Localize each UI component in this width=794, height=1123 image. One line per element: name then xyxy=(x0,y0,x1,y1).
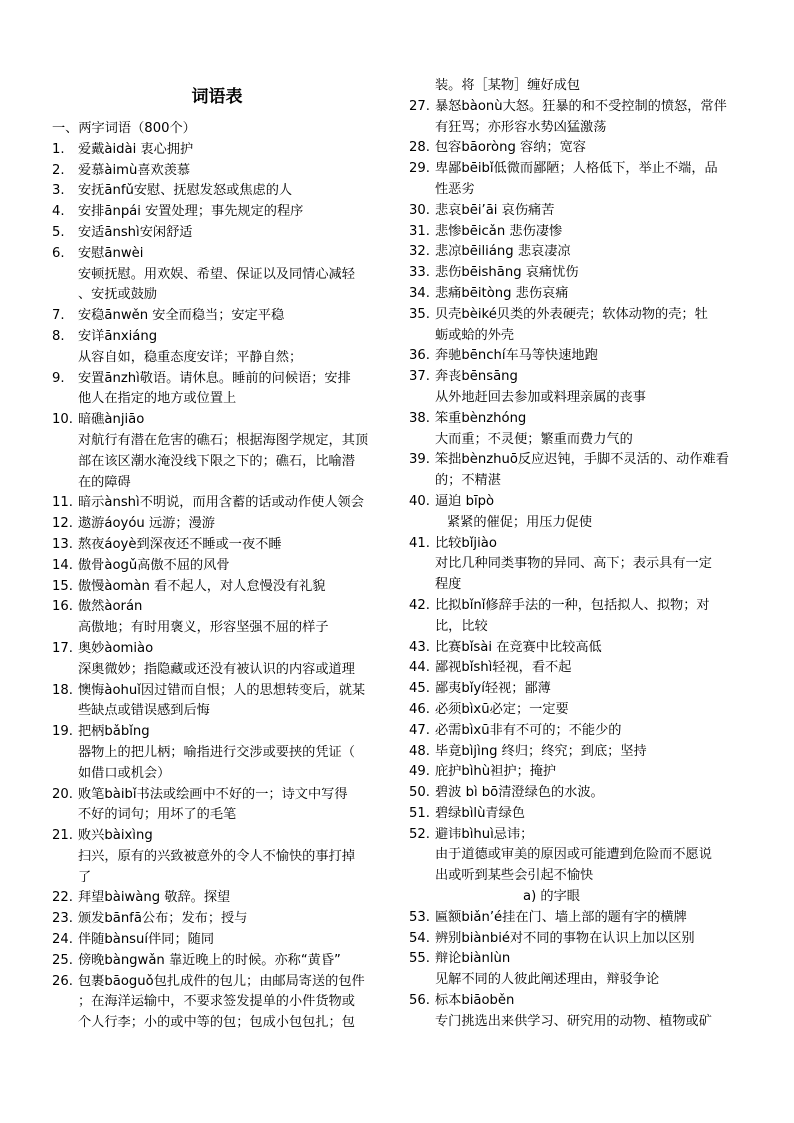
entry-number: 30. xyxy=(409,202,430,218)
entry-definition: 的；不精湛 xyxy=(435,473,501,489)
entry-number: 4. xyxy=(52,204,65,220)
entry-number: 24. xyxy=(52,932,73,948)
entry-number: 35. xyxy=(409,306,430,322)
entry-number: 16. xyxy=(52,599,73,615)
entry-headword: 暴怒bàonù大怒。狂暴的和不受控制的愤怒，常伴 xyxy=(435,98,727,114)
vocab-entry xyxy=(52,597,382,639)
vocab-entry xyxy=(52,493,382,514)
entry-headword: 比赛bǐsài 在竞赛中比较高低 xyxy=(435,639,602,655)
vocab-entry xyxy=(52,327,382,369)
entry-headword: 悲伤bēishāng 哀痛忧伤 xyxy=(435,265,579,281)
entry-number: 36. xyxy=(409,348,430,364)
vocab-entry xyxy=(409,409,744,451)
entry-definition: 专门挑选出来供学习、研究用的动物、植物或矿 xyxy=(435,1013,712,1029)
entry-number: 44. xyxy=(409,660,430,676)
vocab-entry xyxy=(52,930,382,951)
entry-headword: 安稳ānwěn 安全而稳当；安定平稳 xyxy=(78,308,285,324)
vocab-entry xyxy=(409,97,744,139)
entry-number: 15. xyxy=(52,578,73,594)
entry-definition: 高傲地；有时用褒义，形容坚强不屈的样子 xyxy=(78,620,329,636)
entry-number: 8. xyxy=(52,328,65,344)
entry-definition: 有狂骂；亦形容水势凶猛激荡 xyxy=(435,119,607,135)
vocab-entry xyxy=(409,783,744,804)
vocab-entry xyxy=(409,804,744,825)
vocab-entry xyxy=(52,181,382,202)
entry-headword: 奔驰bēnchí车马等快速地跑 xyxy=(435,348,598,364)
entry-definition: 蛎或蛤的外壳 xyxy=(435,327,515,343)
entry-definition: 性恶劣 xyxy=(435,181,475,197)
vocab-entry xyxy=(52,972,382,1034)
entry-headword: 悲惨bēicǎn 悲伤凄惨 xyxy=(435,223,563,239)
vocab-entry xyxy=(52,202,382,223)
entry-number: 29. xyxy=(409,161,430,177)
vocab-entry xyxy=(409,742,744,763)
entry-number: 11. xyxy=(52,495,73,511)
entry-definition: 比，比较 xyxy=(435,618,488,634)
entry-definition: 部在该区潮水淹没线下限之下的；礁石，比喻潜 xyxy=(78,453,355,469)
entry-headword: 懊悔àohuǐ因过错而自恨；人的思想转变后，就某 xyxy=(78,682,366,698)
entry-definition: 程度 xyxy=(435,577,462,593)
entry-definition: 见解不同的人彼此阐述理由，辩驳争论 xyxy=(435,972,660,988)
vocab-entry xyxy=(52,577,382,598)
vocab-entry xyxy=(52,888,382,909)
vocab-entry xyxy=(52,223,382,244)
entry-number: 20. xyxy=(52,786,73,802)
entry-definition: 他人在指定的地方或位置上 xyxy=(78,391,237,407)
entry-headword: 卑鄙bēibǐ低微而鄙陋；人格低下，举止不端，品 xyxy=(435,161,718,177)
entry-definition: 从外地赶回去参加或料理亲属的丧事 xyxy=(435,389,646,405)
entry-definition: 大而重；不灵便；繁重而费力气的 xyxy=(435,431,633,447)
vocab-entry xyxy=(52,722,382,784)
entry-headword: 必须bìxū必定；一定要 xyxy=(435,701,569,717)
vocab-entry xyxy=(409,222,744,243)
vocab-entry xyxy=(52,909,382,930)
vocab-entry xyxy=(52,244,382,306)
entry-headword: 伴随bànsuí伴同；随同 xyxy=(78,932,215,948)
entry-number: 10. xyxy=(52,412,73,428)
vocab-entry xyxy=(409,492,744,534)
entry-list-right xyxy=(409,97,744,1033)
vocab-entry xyxy=(52,161,382,182)
vocab-entry xyxy=(52,535,382,556)
entry-number: 55. xyxy=(409,951,430,967)
entry-headword: 颁发bānfā公布；发布；授与 xyxy=(78,911,248,927)
entry-number: 39. xyxy=(409,452,430,468)
entry-definition: 安顿抚慰。用欢娱、希望、保证以及同情心减轻 xyxy=(78,266,355,282)
vocab-entry xyxy=(409,346,744,367)
entry-definition: 由于道德或审美的原因或可能遭到危险而不愿说 xyxy=(435,847,712,863)
entry-number: 54. xyxy=(409,930,430,946)
entry-number: 52. xyxy=(409,826,430,842)
entry-headword: 包裹bāoguǒ包扎成件的包儿；由邮局寄送的包件 xyxy=(78,973,365,989)
continued-entry-text xyxy=(409,76,744,97)
entry-headword: 包容bāoròng 容纳；宽容 xyxy=(435,140,586,156)
entry-list-left xyxy=(52,140,382,1034)
vocab-entry xyxy=(52,514,382,535)
vocab-entry xyxy=(409,534,744,596)
entry-number: 12. xyxy=(52,516,73,532)
entry-number: 18. xyxy=(52,682,73,698)
entry-definition: 个人行李；小的或中等的包；包成小包包扎；包 xyxy=(78,1015,355,1031)
entry-definition: a) 的字眼 xyxy=(523,889,580,905)
vocab-entry xyxy=(409,138,744,159)
entry-number: 50. xyxy=(409,785,430,801)
entry-headword: 熬夜áoyè到深夜还不睡或一夜不睡 xyxy=(78,536,282,552)
entry-number: 5. xyxy=(52,224,65,240)
entry-headword: 碧波 bì bō清澄绿色的水波。 xyxy=(435,785,604,801)
entry-headword: 比拟bǐnǐ修辞手法的一种，包括拟人、拟物；对 xyxy=(435,597,710,613)
entry-number: 14. xyxy=(52,557,73,573)
entry-definition: 些缺点或错误感到后悔 xyxy=(78,703,210,719)
entry-number: 13. xyxy=(52,536,73,552)
entry-headword: 毕竟bìjìng 终归；终究；到底；坚持 xyxy=(435,743,647,759)
entry-definition: 对航行有潜在危害的礁石；根据海图学规定，其顶 xyxy=(78,432,369,448)
entry-number: 23. xyxy=(52,911,73,927)
entry-number: 17. xyxy=(52,640,73,656)
entry-headword: 傲慢àomàn 看不起人，对人怠慢没有礼貌 xyxy=(78,578,326,594)
entry-headword: 暗示ànshì不明说，而用含蓄的话或动作使人领会 xyxy=(78,495,364,511)
left-column xyxy=(52,76,382,1034)
entry-headword: 安抚ānfǔ安慰、抚慰发怒或焦虑的人 xyxy=(78,183,293,199)
entry-definition: 深奥微妙；指隐藏或还没有被认识的内容或道理 xyxy=(78,661,355,677)
entry-headword: 败笔bàibǐ书法或绘画中不好的一；诗文中写得 xyxy=(78,786,348,802)
entry-headword: 爱戴àidài 衷心拥护 xyxy=(78,141,194,157)
vocab-entry xyxy=(409,305,744,347)
entry-headword: 把柄bǎbǐng xyxy=(78,724,150,740)
page-title: 词语表 xyxy=(191,87,243,107)
entry-number: 6. xyxy=(52,245,65,261)
entry-headword: 安排ānpái 安置处理；事先规定的程序 xyxy=(78,204,304,220)
vocab-entry xyxy=(409,596,744,638)
vocab-entry xyxy=(52,410,382,493)
right-column xyxy=(409,76,744,1033)
entry-headword: 安适ānshì安闲舒适 xyxy=(78,224,193,240)
vocab-entry xyxy=(409,201,744,222)
entry-number: 31. xyxy=(409,223,430,239)
entry-headword: 安置ānzhì敬语。请休息。睡前的问候语；安排 xyxy=(78,370,351,386)
entry-number: 45. xyxy=(409,681,430,697)
entry-number: 34. xyxy=(409,285,430,301)
entry-headword: 笨重bènzhóng xyxy=(435,410,527,426)
entry-number: 7. xyxy=(52,308,65,324)
vocab-entry xyxy=(409,825,744,908)
entry-headword: 傲然àorán xyxy=(78,599,143,615)
entry-definition: 装。将［某物］缠好成包 xyxy=(435,78,581,93)
entry-headword: 安慰ānwèi xyxy=(78,245,144,261)
entry-number: 1. xyxy=(52,141,65,157)
vocab-entry xyxy=(409,658,744,679)
entry-headword: 鄙夷bǐyí轻视；鄙薄 xyxy=(435,681,551,697)
vocab-entry xyxy=(409,908,744,929)
entry-headword: 逼迫 bīpò xyxy=(435,493,495,509)
entry-headword: 鄙视bǐshì轻视，看不起 xyxy=(435,660,572,676)
entry-number: 25. xyxy=(52,952,73,968)
entry-number: 38. xyxy=(409,410,430,426)
vocab-entry xyxy=(409,679,744,700)
entry-number: 27. xyxy=(409,98,430,114)
vocab-entry xyxy=(409,450,744,492)
section-heading: 一、两字词语（800个） xyxy=(52,121,196,136)
entry-definition: ；在海洋运输中，不要求签发提单的小件货物或 xyxy=(78,994,355,1010)
entry-headword: 奥妙àomiào xyxy=(78,640,154,656)
entry-number: 41. xyxy=(409,535,430,551)
entry-number: 37. xyxy=(409,369,430,385)
entry-number: 56. xyxy=(409,993,430,1009)
entry-definition: 对比几种同类事物的异同、高下；表示具有一定 xyxy=(435,556,712,572)
entry-headword: 碧绿bìlù青绿色 xyxy=(435,805,525,821)
vocab-entry xyxy=(52,140,382,161)
entry-headword: 辩论biànlùn xyxy=(435,951,511,967)
entry-number: 33. xyxy=(409,265,430,281)
entry-number: 40. xyxy=(409,493,430,509)
entry-headword: 遨游áoyóu 远游；漫游 xyxy=(78,516,215,532)
vocab-entry xyxy=(409,949,744,991)
entry-number: 48. xyxy=(409,743,430,759)
entry-number: 21. xyxy=(52,828,73,844)
entry-headword: 贝壳bèiké贝类的外表硬壳；软体动物的壳；牡 xyxy=(435,306,708,322)
entry-definition: 在的障碍 xyxy=(78,474,131,490)
entry-number: 49. xyxy=(409,764,430,780)
vocab-entry xyxy=(409,159,744,201)
vocab-entry xyxy=(409,263,744,284)
vocab-entry xyxy=(409,242,744,263)
entry-number: 43. xyxy=(409,639,430,655)
entry-number: 9. xyxy=(52,370,65,386)
entry-number: 19. xyxy=(52,724,73,740)
entry-headword: 悲凉bēiliáng 悲哀凄凉 xyxy=(435,244,571,260)
vocab-entry xyxy=(409,721,744,742)
entry-definition: 如借口或机会） xyxy=(78,765,171,781)
entry-definition: 器物上的把儿柄；喻指进行交涉或要挟的凭证（ xyxy=(78,744,355,760)
entry-number: 51. xyxy=(409,805,430,821)
entry-headword: 必需bìxū非有不可的；不能少的 xyxy=(435,722,622,738)
entry-headword: 悲痛bēitòng 悲伤哀痛 xyxy=(435,285,569,301)
entry-headword: 爱慕àimù喜欢羡慕 xyxy=(78,162,191,178)
vocab-entry xyxy=(409,929,744,950)
vocab-entry xyxy=(52,785,382,827)
vocab-entry xyxy=(52,826,382,888)
entry-number: 46. xyxy=(409,701,430,717)
entry-number: 2. xyxy=(52,162,65,178)
vocab-entry xyxy=(409,367,744,409)
entry-definition: 紧紧的催促；用压力促使 xyxy=(447,514,593,530)
vocab-entry xyxy=(409,762,744,783)
entry-headword: 傲骨àogǔ高傲不屈的风骨 xyxy=(78,557,230,573)
entry-definition: 出或听到某些会引起不愉快 xyxy=(435,868,594,884)
vocab-entry xyxy=(52,556,382,577)
vocab-entry xyxy=(409,700,744,721)
entry-definition: 从容自如，稳重态度安详；平静自然； xyxy=(78,349,303,365)
entry-headword: 庇护bìhù袒护；掩护 xyxy=(435,764,557,780)
entry-headword: 傍晚bàngwǎn 靠近晚上的时候。亦称“黄昏” xyxy=(78,952,341,968)
entry-headword: 暗礁ànjiāo xyxy=(78,412,145,428)
entry-headword: 匾额biǎn’é挂在门、墙上部的题有字的横牌 xyxy=(435,909,687,925)
entry-definition: 、安抚或鼓励 xyxy=(78,287,158,303)
vocab-entry xyxy=(409,991,744,1033)
entry-number: 3. xyxy=(52,183,65,199)
vocab-entry xyxy=(52,639,382,681)
entry-definition: 不好的词句；用坏了的毛笔 xyxy=(78,807,237,823)
entry-definition: 扫兴，原有的兴致被意外的令人不愉快的事打掉 xyxy=(78,848,355,864)
entry-number: 42. xyxy=(409,597,430,613)
entry-number: 47. xyxy=(409,722,430,738)
entry-headword: 比较bǐjiào xyxy=(435,535,497,551)
entry-definition: 了 xyxy=(78,869,92,885)
entry-headword: 笨拙bènzhuō反应迟钝，手脚不灵活的、动作难看 xyxy=(435,452,729,468)
entry-headword: 奔丧bēnsāng xyxy=(435,369,518,385)
vocab-entry xyxy=(52,306,382,327)
entry-number: 28. xyxy=(409,140,430,156)
entry-headword: 悲哀bēi’āi 哀伤痛苦 xyxy=(435,202,555,218)
vocab-entry xyxy=(52,369,382,411)
entry-headword: 安详ānxiáng xyxy=(78,328,158,344)
vocab-entry xyxy=(409,284,744,305)
entry-number: 32. xyxy=(409,244,430,260)
vocab-entry xyxy=(52,681,382,723)
entry-headword: 拜望bàiwàng 敬辞。探望 xyxy=(78,890,231,906)
entry-headword: 辨别biànbié对不同的事物在认识上加以区别 xyxy=(435,930,695,946)
entry-number: 53. xyxy=(409,909,430,925)
entry-headword: 标本biāoběn xyxy=(435,993,515,1009)
entry-number: 22. xyxy=(52,890,73,906)
entry-number: 26. xyxy=(52,973,73,989)
entry-headword: 避讳bìhuì忌讳； xyxy=(435,826,534,842)
vocab-entry xyxy=(409,638,744,659)
vocab-entry xyxy=(52,951,382,972)
entry-headword: 败兴bàixìng xyxy=(78,828,153,844)
